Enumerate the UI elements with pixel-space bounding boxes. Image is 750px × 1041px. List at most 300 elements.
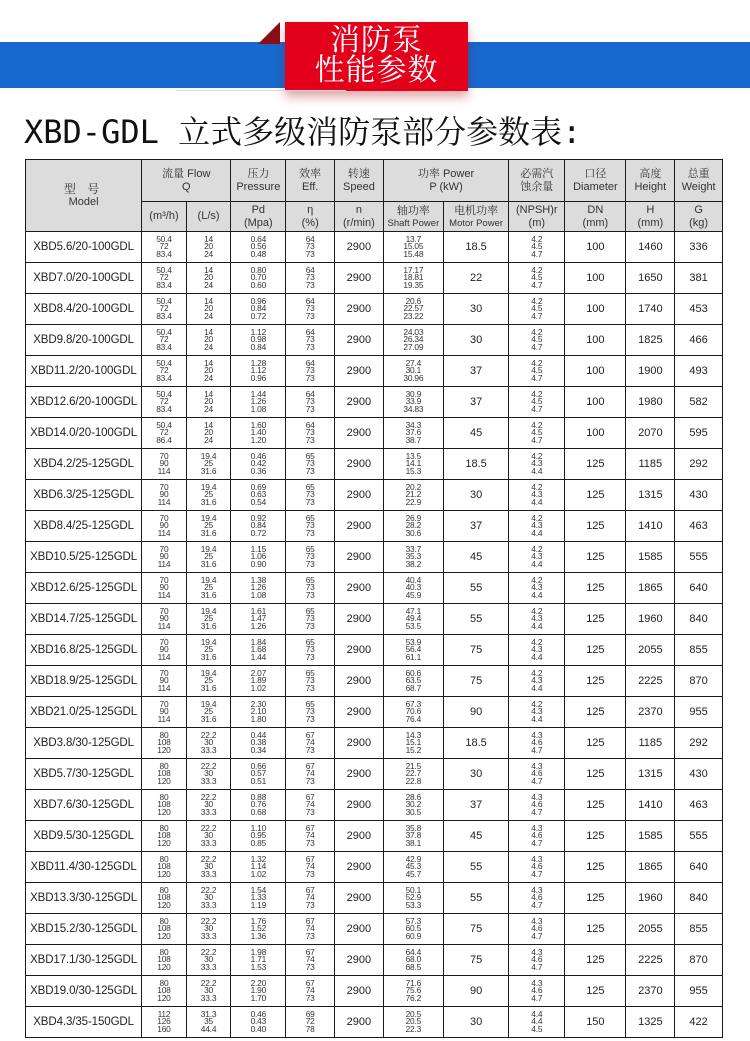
cell-npsh-value: 4.3 — [531, 915, 543, 926]
cell-flow-ls-value: 31.6 — [200, 558, 217, 569]
cell-weight: 493 — [675, 356, 723, 387]
dia-header-cn: 口径 — [584, 167, 607, 180]
cell-npsh-value: 4.7 — [531, 434, 543, 445]
cell-flow-ls-value: 25 — [204, 706, 213, 717]
cell-pressure-value: 1.14 — [250, 861, 267, 872]
cell-flow-m3h-value: 108 — [157, 985, 171, 996]
cell-pressure-value: 0.95 — [250, 830, 267, 841]
cell-efficiency-value: 73 — [305, 837, 315, 848]
cell-npsh-value: 4.4 — [531, 713, 543, 724]
cell-pressure — [231, 387, 286, 418]
cell-pressure-value: 1.61 — [250, 605, 267, 616]
cell-weight: 855 — [675, 635, 723, 666]
cell-flow-ls-value: 19.4 — [200, 512, 217, 523]
cell-model: XBD14.0/20-100GDL — [26, 418, 142, 449]
cell-speed: 2900 — [335, 449, 384, 480]
cell-diameter: 100 — [565, 294, 626, 325]
cell-flow-m3h — [142, 418, 187, 449]
cell-height: 1900 — [626, 356, 675, 387]
cell-pressure-value: 2.07 — [250, 667, 267, 678]
header-banner — [0, 0, 750, 100]
cell-npsh — [509, 1007, 565, 1038]
cell-flow-ls-value: 22.2 — [200, 977, 217, 988]
cell-flow-ls-value: 22.2 — [200, 822, 217, 833]
cell-shaft-power-value: 20.2 — [405, 481, 422, 492]
cell-weight: 640 — [675, 852, 723, 883]
cell-pressure-value: 0.96 — [250, 372, 267, 383]
cell-shaft-power-value: 40.4 — [405, 574, 422, 585]
dia-sym: DN — [587, 203, 604, 216]
cell-speed: 2900 — [335, 604, 384, 635]
cell-diameter: 125 — [565, 666, 626, 697]
cell-shaft-power-value: 40.3 — [405, 582, 422, 593]
cell-pressure-value: 0.85 — [250, 837, 267, 848]
table-row — [26, 976, 723, 1007]
cell-model: XBD9.5/30-125GDL — [26, 821, 142, 852]
cell-shaft-power — [383, 542, 443, 573]
cell-shaft-power-value: 30.2 — [405, 799, 422, 810]
cell-efficiency-value: 67 — [305, 946, 315, 957]
cell-npsh-value: 4.4 — [531, 651, 543, 662]
cell-efficiency-value: 67 — [305, 853, 315, 864]
cell-npsh-value: 4.2 — [531, 295, 543, 306]
table-row — [26, 728, 723, 759]
cell-flow-m3h — [142, 604, 187, 635]
cell-pressure-value: 0.46 — [250, 450, 267, 461]
flow-header-sym: Q — [181, 180, 191, 193]
cell-pressure-value: 1.60 — [250, 419, 267, 430]
col-header-npsh — [509, 160, 565, 202]
cell-shaft-power-value: 49.4 — [405, 613, 422, 624]
cell-flow-m3h-value: 80 — [159, 884, 169, 895]
cell-shaft-power-value: 68.7 — [405, 682, 422, 693]
cell-efficiency-value: 67 — [305, 822, 315, 833]
cell-npsh-value: 4.5 — [531, 1023, 543, 1034]
cell-height: 1315 — [626, 759, 675, 790]
cell-efficiency — [286, 666, 335, 697]
cell-shaft-power-value: 53.9 — [405, 636, 422, 647]
cell-shaft-power-value: 24.03 — [403, 326, 424, 337]
cell-diameter: 125 — [565, 821, 626, 852]
cell-pressure-value: 1.47 — [250, 613, 267, 624]
cell-flow-m3h — [142, 976, 187, 1007]
cell-flow-ls — [186, 480, 231, 511]
cell-pressure-value: 0.42 — [250, 458, 267, 469]
table-body — [26, 232, 723, 1038]
cell-speed: 2900 — [335, 480, 384, 511]
cell-efficiency — [286, 325, 335, 356]
cell-pressure-value: 0.72 — [250, 527, 267, 538]
cell-efficiency-value: 73 — [305, 930, 315, 941]
cell-motor-power: 18.5 — [443, 449, 508, 480]
cell-flow-ls-value: 44.4 — [200, 1023, 217, 1034]
height-sym: H — [646, 203, 655, 216]
cell-flow-ls-value: 25 — [204, 489, 213, 500]
col-header-flow-ls: (L/s) — [186, 202, 231, 232]
cell-shaft-power-value: 45.3 — [405, 861, 422, 872]
cell-flow-ls-value: 33.3 — [200, 930, 217, 941]
cell-flow-m3h-value: 50.4 — [156, 388, 172, 399]
dia-unit: (mm) — [582, 216, 609, 229]
cell-efficiency-value: 78 — [305, 1023, 315, 1034]
cell-motor-power: 75 — [443, 914, 508, 945]
cell-npsh-value: 4.3 — [531, 551, 543, 562]
cell-flow-m3h-value: 114 — [157, 558, 171, 569]
cell-pressure — [231, 635, 286, 666]
cell-height: 2370 — [626, 976, 675, 1007]
cell-flow-m3h — [142, 511, 187, 542]
cell-model: XBD15.2/30-125GDL — [26, 914, 142, 945]
cell-pressure — [231, 945, 286, 976]
table-header — [26, 160, 723, 232]
cell-pressure-value: 0.76 — [250, 799, 267, 810]
cell-shaft-power-value: 13.7 — [405, 233, 422, 244]
cell-npsh-value: 4.3 — [531, 489, 543, 500]
table-row — [26, 759, 723, 790]
cell-flow-m3h-value: 114 — [157, 527, 171, 538]
cell-efficiency-value: 74 — [305, 954, 315, 965]
cell-npsh-value: 4.4 — [531, 620, 543, 631]
eff-unit: (%) — [301, 216, 319, 229]
cell-npsh-value: 4.5 — [531, 334, 543, 345]
cell-efficiency-value: 64 — [305, 295, 315, 306]
cell-flow-m3h-value: 90 — [159, 675, 169, 686]
cell-weight: 870 — [675, 666, 723, 697]
cell-pressure — [231, 263, 286, 294]
cell-flow-ls — [186, 325, 231, 356]
cell-npsh — [509, 356, 565, 387]
cell-flow-ls-value: 31.6 — [200, 713, 217, 724]
cell-shaft-power-value: 27.09 — [403, 341, 424, 352]
cell-efficiency-value: 73 — [305, 403, 315, 414]
weight-header-cn: 总重 — [687, 167, 710, 180]
cell-efficiency-value: 73 — [305, 489, 315, 500]
cell-flow-m3h-value: 108 — [157, 954, 171, 965]
col-header-power — [383, 160, 509, 202]
dia-header-en: Diameter — [573, 180, 618, 193]
cell-pressure-value: 0.48 — [250, 248, 267, 259]
cell-shaft-power-value: 75.6 — [405, 985, 422, 996]
cell-efficiency-value: 73 — [305, 899, 315, 910]
cell-height: 1325 — [626, 1007, 675, 1038]
cell-motor-power: 90 — [443, 976, 508, 1007]
cell-pressure — [231, 418, 286, 449]
cell-npsh — [509, 666, 565, 697]
cell-efficiency — [286, 418, 335, 449]
cell-npsh-value: 4.4 — [531, 465, 543, 476]
cell-flow-ls-value: 14 — [204, 419, 213, 430]
cell-flow-m3h — [142, 387, 187, 418]
cell-flow-ls — [186, 294, 231, 325]
cell-shaft-power-value: 22.8 — [405, 775, 422, 786]
cell-npsh-value: 4.7 — [531, 372, 543, 383]
cell-shaft-power-value: 45.7 — [405, 868, 422, 879]
cell-flow-ls — [186, 635, 231, 666]
cell-npsh-value: 4.2 — [531, 326, 543, 337]
cell-npsh-value: 4.6 — [531, 768, 543, 779]
cell-flow-m3h — [142, 821, 187, 852]
cell-flow-m3h-value: 70 — [159, 450, 169, 461]
cell-shaft-power-value: 15.2 — [405, 744, 422, 755]
cell-flow-m3h-value: 70 — [159, 667, 169, 678]
cell-flow-m3h — [142, 325, 187, 356]
model-header-en: Model — [68, 195, 99, 208]
table-row — [26, 480, 723, 511]
cell-pressure-value: 2.30 — [250, 698, 267, 709]
cell-model: XBD3.8/30-125GDL — [26, 728, 142, 759]
cell-flow-m3h-value: 114 — [157, 496, 171, 507]
cell-shaft-power — [383, 1007, 443, 1038]
cell-flow-m3h-value: 108 — [157, 799, 171, 810]
cell-efficiency — [286, 604, 335, 635]
cell-flow-m3h-value: 86.4 — [156, 434, 172, 445]
cell-flow-m3h-value: 80 — [159, 729, 169, 740]
cell-pressure-value: 0.66 — [250, 760, 267, 771]
cell-npsh-value: 4.2 — [531, 574, 543, 585]
cell-flow-m3h-value: 108 — [157, 923, 171, 934]
cell-flow-ls-value: 30 — [204, 954, 213, 965]
cell-pressure — [231, 728, 286, 759]
cell-flow-ls — [186, 418, 231, 449]
cell-model: XBD19.0/30-125GDL — [26, 976, 142, 1007]
cell-pressure-value: 0.70 — [250, 272, 267, 283]
cell-flow-ls-value: 33.3 — [200, 775, 217, 786]
cell-flow-ls-value: 22.2 — [200, 729, 217, 740]
npsh-unit: (m) — [528, 216, 546, 229]
cell-flow-m3h-value: 114 — [157, 713, 171, 724]
cell-flow-ls-value: 22.2 — [200, 853, 217, 864]
cell-efficiency-value: 73 — [305, 279, 315, 290]
cell-model: XBD6.3/25-125GDL — [26, 480, 142, 511]
cell-diameter: 125 — [565, 511, 626, 542]
cell-flow-m3h — [142, 635, 187, 666]
cell-flow-m3h-value: 108 — [157, 892, 171, 903]
cell-diameter: 125 — [565, 573, 626, 604]
cell-efficiency-value: 72 — [305, 1016, 315, 1027]
cell-flow-m3h — [142, 728, 187, 759]
cell-pressure-value: 1.20 — [250, 434, 267, 445]
cell-height: 1960 — [626, 604, 675, 635]
banner-title-line1: 消防泵 — [330, 23, 423, 58]
cell-shaft-power-value: 60.5 — [405, 923, 422, 934]
cell-npsh-value: 4.2 — [531, 636, 543, 647]
table-row — [26, 356, 723, 387]
cell-pressure-value: 1.12 — [250, 365, 267, 376]
cell-efficiency-value: 65 — [305, 512, 315, 523]
cell-npsh-value: 4.6 — [531, 861, 543, 872]
cell-flow-ls-value: 19.4 — [200, 636, 217, 647]
cell-efficiency-value: 73 — [305, 241, 315, 252]
cell-diameter: 125 — [565, 449, 626, 480]
col-header-flow — [142, 160, 231, 202]
cell-motor-power: 30 — [443, 759, 508, 790]
cell-pressure-value: 1.89 — [250, 675, 267, 686]
cell-pressure-value: 0.51 — [250, 775, 267, 786]
cell-npsh-value: 4.4 — [531, 589, 543, 600]
col-header-height-unit — [626, 202, 675, 232]
eff-header-cn: 效率 — [299, 167, 322, 180]
cell-flow-m3h — [142, 945, 187, 976]
weight-unit: (kg) — [689, 216, 709, 229]
cell-height: 1315 — [626, 480, 675, 511]
cell-flow-ls-value: 30 — [204, 830, 213, 841]
cell-flow-ls-value: 25 — [204, 582, 213, 593]
cell-speed: 2900 — [335, 511, 384, 542]
cell-pressure — [231, 294, 286, 325]
cell-flow-m3h-value: 70 — [159, 512, 169, 523]
cell-efficiency — [286, 728, 335, 759]
cell-pressure-value: 0.44 — [250, 729, 267, 740]
cell-shaft-power-value: 22.9 — [405, 496, 422, 507]
cell-height: 1980 — [626, 387, 675, 418]
cell-shaft-power-value: 53.5 — [405, 620, 422, 631]
cell-weight: 955 — [675, 976, 723, 1007]
cell-npsh-value: 4.5 — [531, 303, 543, 314]
cell-flow-m3h — [142, 232, 187, 263]
cell-npsh-value: 4.2 — [531, 543, 543, 554]
cell-pressure-value: 1.70 — [250, 992, 267, 1003]
cell-speed: 2900 — [335, 635, 384, 666]
cell-diameter: 125 — [565, 976, 626, 1007]
cell-diameter: 100 — [565, 387, 626, 418]
cell-shaft-power-value: 18.81 — [403, 272, 424, 283]
cell-efficiency-value: 74 — [305, 923, 315, 934]
cell-shaft-power-value: 14.1 — [405, 458, 422, 469]
cell-npsh-value: 4.7 — [531, 248, 543, 259]
cell-npsh — [509, 449, 565, 480]
cell-shaft-power-value: 37.6 — [405, 427, 422, 438]
cell-flow-m3h-value: 70 — [159, 698, 169, 709]
cell-npsh-value: 4.2 — [531, 419, 543, 430]
cell-diameter: 125 — [565, 542, 626, 573]
cell-pressure-value: 1.36 — [250, 930, 267, 941]
cell-pressure-value: 1.98 — [250, 946, 267, 957]
cell-pressure — [231, 666, 286, 697]
cell-shaft-power — [383, 945, 443, 976]
cell-flow-m3h-value: 108 — [157, 861, 171, 872]
cell-npsh-value: 4.7 — [531, 775, 543, 786]
cell-efficiency — [286, 883, 335, 914]
cell-pressure-value: 1.12 — [250, 326, 267, 337]
cell-flow-ls-value: 24 — [204, 248, 213, 259]
cell-shaft-power — [383, 294, 443, 325]
cell-shaft-power-value: 38.1 — [405, 837, 422, 848]
cell-diameter: 125 — [565, 635, 626, 666]
cell-shaft-power-value: 76.2 — [405, 992, 422, 1003]
cell-flow-ls-value: 30 — [204, 799, 213, 810]
cell-shaft-power-value: 34.3 — [405, 419, 422, 430]
cell-efficiency — [286, 232, 335, 263]
cell-pressure-value: 1.10 — [250, 822, 267, 833]
npsh-sym: (NPSH)r — [516, 203, 558, 216]
cell-flow-ls — [186, 790, 231, 821]
cell-speed: 2900 — [335, 790, 384, 821]
shaft-en: Shaft Power — [387, 217, 440, 229]
table-row — [26, 263, 723, 294]
cell-weight: 855 — [675, 914, 723, 945]
cell-pressure — [231, 1007, 286, 1038]
cell-npsh-value: 4.2 — [531, 667, 543, 678]
table-row — [26, 604, 723, 635]
cell-flow-ls — [186, 542, 231, 573]
cell-pressure-value: 0.38 — [250, 737, 267, 748]
cell-flow-ls-value: 31.6 — [200, 651, 217, 662]
model-header-cn: 型 号 — [63, 181, 104, 196]
cell-shaft-power — [383, 790, 443, 821]
cell-flow-m3h-value: 70 — [159, 636, 169, 647]
table-row — [26, 511, 723, 542]
cell-weight: 430 — [675, 480, 723, 511]
cell-pressure-value: 0.57 — [250, 768, 267, 779]
cell-speed: 2900 — [335, 263, 384, 294]
cell-weight: 870 — [675, 945, 723, 976]
cell-npsh-value: 4.7 — [531, 341, 543, 352]
cell-model: XBD13.3/30-125GDL — [26, 883, 142, 914]
cell-npsh-value: 4.5 — [531, 272, 543, 283]
cell-shaft-power-value: 22.7 — [405, 768, 422, 779]
cell-npsh-value: 4.2 — [531, 450, 543, 461]
cell-flow-m3h-value: 72 — [159, 365, 169, 376]
cell-flow-m3h-value: 50.4 — [156, 326, 172, 337]
cell-flow-ls-value: 14 — [204, 295, 213, 306]
cell-pressure-value: 1.90 — [250, 985, 267, 996]
cell-diameter: 150 — [565, 1007, 626, 1038]
cell-flow-ls — [186, 852, 231, 883]
cell-efficiency-value: 73 — [305, 706, 315, 717]
cell-flow-ls-value: 31.6 — [200, 527, 217, 538]
pressure-sym: Pd — [251, 203, 266, 216]
table-row — [26, 1007, 723, 1038]
cell-speed: 2900 — [335, 728, 384, 759]
table-row — [26, 852, 723, 883]
cell-flow-ls-value: 19.4 — [200, 481, 217, 492]
cell-flow-ls-value: 14 — [204, 357, 213, 368]
cell-npsh-value: 4.3 — [531, 791, 543, 802]
cell-model: XBD8.4/20-100GDL — [26, 294, 142, 325]
cell-motor-power: 75 — [443, 635, 508, 666]
cell-efficiency — [286, 945, 335, 976]
cell-height: 1460 — [626, 232, 675, 263]
cell-npsh — [509, 976, 565, 1007]
cell-npsh-value: 4.3 — [531, 760, 543, 771]
cell-flow-m3h-value: 90 — [159, 489, 169, 500]
cell-npsh-value: 4.7 — [531, 868, 543, 879]
cell-efficiency — [286, 852, 335, 883]
cell-pressure-value: 0.84 — [250, 520, 267, 531]
cell-model: XBD17.1/30-125GDL — [26, 945, 142, 976]
cell-shaft-power — [383, 325, 443, 356]
cell-efficiency-value: 73 — [305, 992, 315, 1003]
cell-diameter: 125 — [565, 728, 626, 759]
cell-height: 1650 — [626, 263, 675, 294]
cell-shaft-power-value: 34.83 — [403, 403, 424, 414]
cell-efficiency-value: 73 — [305, 396, 315, 407]
cell-npsh-value: 4.3 — [531, 853, 543, 864]
cell-flow-m3h-value: 83.4 — [156, 372, 172, 383]
cell-shaft-power-value: 61.1 — [405, 651, 422, 662]
cell-flow-m3h-value: 90 — [159, 520, 169, 531]
cell-pressure-value: 0.69 — [250, 481, 267, 492]
cell-flow-m3h-value: 70 — [159, 543, 169, 554]
cell-weight: 430 — [675, 759, 723, 790]
cell-efficiency-value: 73 — [305, 520, 315, 531]
cell-pressure — [231, 356, 286, 387]
cell-flow-ls — [186, 604, 231, 635]
cell-flow-m3h-value: 120 — [157, 806, 171, 817]
cell-npsh — [509, 945, 565, 976]
height-unit: (mm) — [637, 216, 664, 229]
cell-npsh-value: 4.6 — [531, 985, 543, 996]
